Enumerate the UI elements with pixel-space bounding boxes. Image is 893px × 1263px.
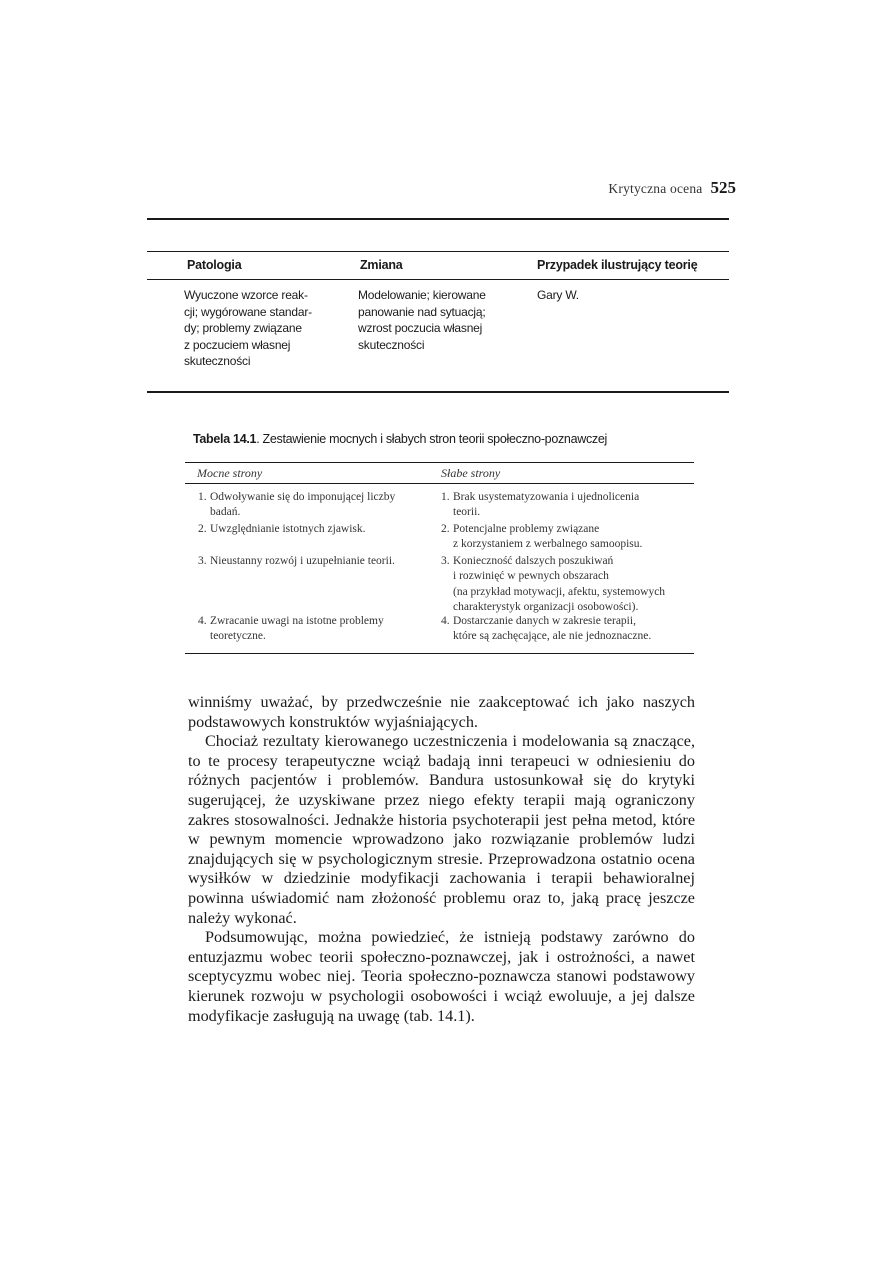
page-number: 525 xyxy=(710,178,736,197)
t2-top-rule xyxy=(185,462,694,463)
body-text xyxy=(188,693,695,1026)
cell-case: Gary W. xyxy=(537,288,579,302)
table-top-rule xyxy=(147,251,729,252)
paragraph: Podsumowując, można powiedzieć, że istnieją podstawy zarówno do entuzjazmu wobec teorii społeczno-poznawczej, jak i ostrożności, a nawet sceptycyzmu wobec niej. Teoria społeczno-poznawcza stanowi podstawowy kierunek rozwoju w psychologii osobowości i wciąż ewoluuje, a jej dalsze modyfikacje zasługują na uwagę (tab. 14.1). xyxy=(188,928,695,1025)
t2-bottom-rule xyxy=(185,653,694,654)
weak-item: 1. Brak usystematyzowania i ujednolicenia teorii. xyxy=(441,491,640,519)
running-header xyxy=(560,178,736,198)
strong-item: 2. Uwzględnianie istotnych zjawisk. xyxy=(198,523,366,535)
col-header-case: Przypadek ilustrujący teorię xyxy=(537,258,698,272)
cell-change: Modelowanie; kierowane panowanie nad sytuacją; wzrost poczucia własnej skuteczności xyxy=(358,288,486,352)
weak-item: 4. Dostarczanie danych w zakresie terapii, które są zachęcające, ale nie jednoznaczne. xyxy=(441,615,652,643)
col-header-strong: Mocne strony xyxy=(197,466,263,480)
strong-item: 3. Nieustanny rozwój i uzupełnianie teorii. xyxy=(198,555,395,567)
strong-item: 4. Zwracanie uwagi na istotne problemy teoretyczne. xyxy=(198,615,384,643)
top-rule xyxy=(147,218,729,220)
section-title: Krytyczna ocena xyxy=(608,181,703,196)
t2-header-rule xyxy=(185,483,694,484)
weak-item: 3. Konieczność dalszych poszukiwań i rozwinięć w pewnych obszarach (na przykład motywacji, afektu, systemowych charakterystyk organizacji osobowości). xyxy=(441,555,666,614)
col-header-weak: Słabe strony xyxy=(441,466,501,480)
table-header-rule xyxy=(147,279,729,280)
col-header-pathology: Patologia xyxy=(187,258,242,272)
col-header-change: Zmiana xyxy=(360,258,403,272)
paragraph: winniśmy uważać, by przedwcześnie nie zaakceptować ich jako naszych podstawowych konstruktów wyjaśniających. xyxy=(188,693,695,731)
cell-pathology: Wyuczone wzorce reak- cji; wygórowane standar- dy; problemy związane z poczuciem własnej skuteczności xyxy=(184,288,312,368)
table-bottom-rule xyxy=(147,391,729,393)
caption-text: . Zestawienie mocnych i słabych stron teorii społeczno-poznawczej xyxy=(256,432,607,446)
paragraph: Chociaż rezultaty kierowanego uczestniczenia i modelowania są znaczące, to te procesy terapeutyczne wciąż badają inni terapeuci w odniesieniu do różnych pacjentów i problemów. Bandura ustosunkował się do krytyki sugerującej, że uzyskiwane przez niego efekty terapii mają ograniczony zakres stosowalności. Jednakże historia psychoterapii jest pełna metod, które w pewnym momencie wprowadzono jako rozwiązanie problemów ludzi znajdujących się w psychologicznym stresie. Przeprowadzona ostatnio ocena wysiłków w dziedzinie modyfikacji zachowania i terapii behawioralnej powinna uświadomić nam złożoność problemu oraz to, jaką pracę jeszcze należy wykonać. xyxy=(188,732,695,927)
table-caption xyxy=(193,432,607,446)
weak-item: 2. Potencjalne problemy związane z korzystaniem z werbalnego samoopisu. xyxy=(441,523,643,551)
strong-item: 1. Odwoływanie się do imponującej liczby badań. xyxy=(198,491,396,519)
caption-label: Tabela 14.1 xyxy=(193,432,257,446)
